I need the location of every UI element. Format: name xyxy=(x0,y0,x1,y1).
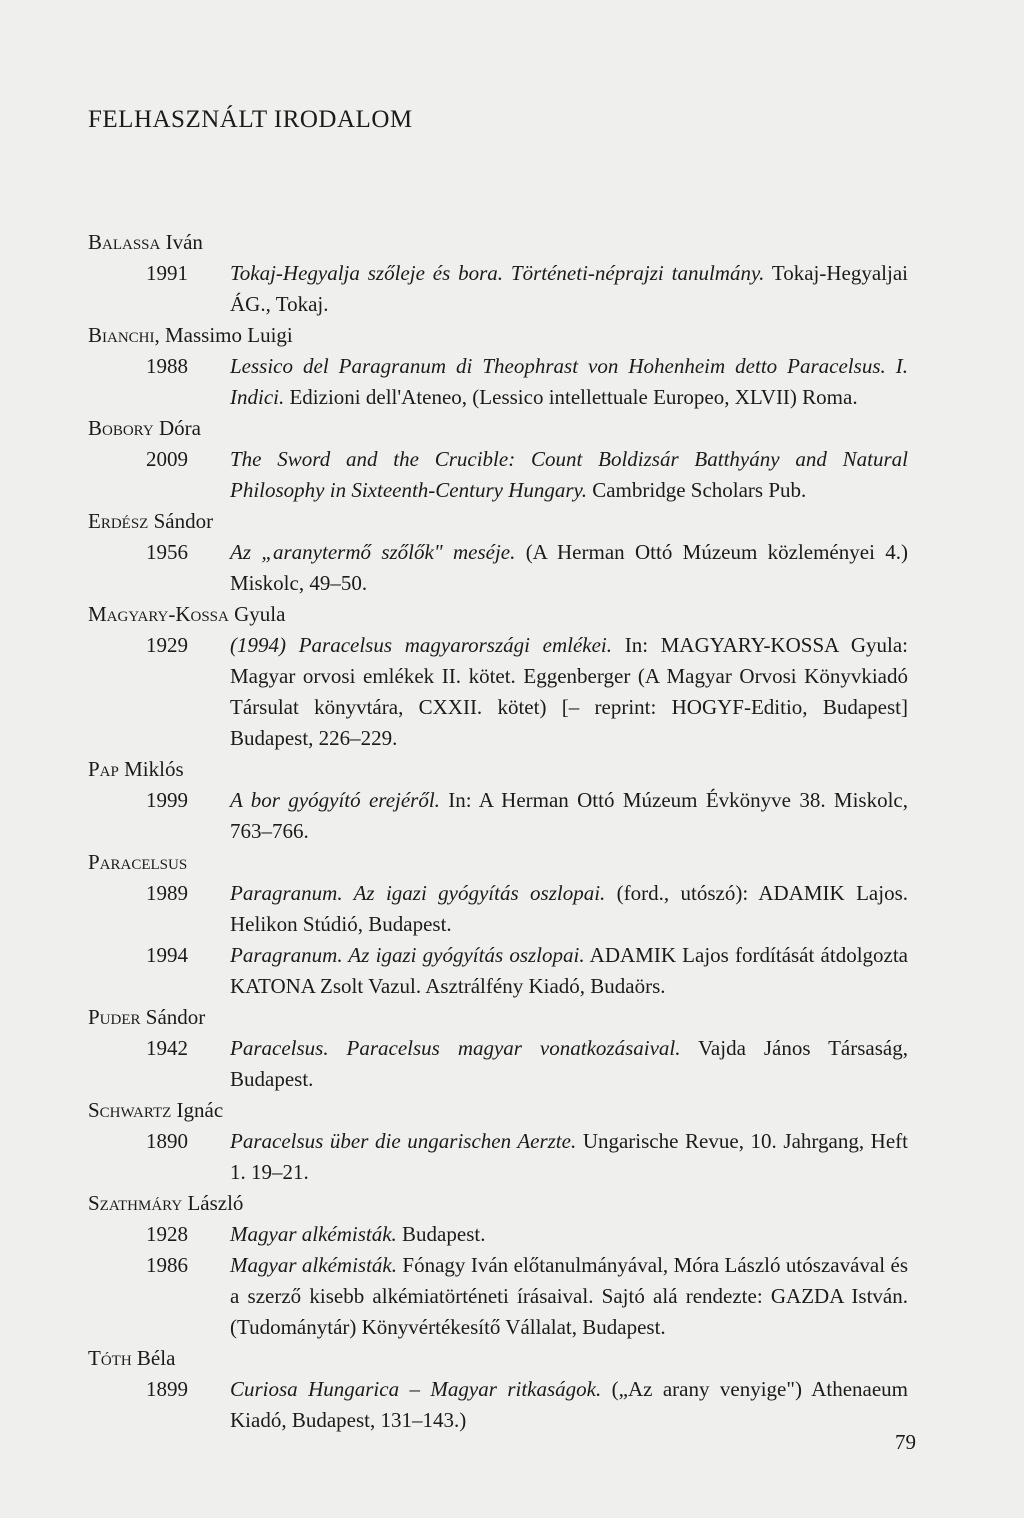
entry-title: Curiosa Hungarica – Magyar ritkaságok. xyxy=(230,1377,602,1401)
entry-year: 1999 xyxy=(146,788,188,812)
author-given-name: Sándor xyxy=(145,1005,206,1029)
entry-text xyxy=(230,785,908,847)
entry-title: Magyar alkémisták. xyxy=(230,1253,397,1277)
reference-entry xyxy=(88,940,908,1002)
author-surname: Magyary-Kossa xyxy=(88,602,229,626)
reference-author xyxy=(88,599,908,630)
entry-text xyxy=(230,1126,908,1188)
author-given-name: László xyxy=(187,1191,244,1215)
reference-author xyxy=(88,413,908,444)
entry-details: (A Herman Ottó Múzeum közleményei 4.) Miskolc, 49–50. xyxy=(230,540,908,595)
entry-text xyxy=(230,630,908,754)
entry-title: Lessico del Paragranum di Theophrast von Hohenheim detto Paracelsus. I. Indici. xyxy=(230,354,908,409)
entry-details: Cambridge Scholars Pub. xyxy=(586,478,807,502)
reference-entry xyxy=(88,444,908,506)
entry-title: Tokaj-Hegyalja szőleje és bora. Történeti-néprajzi tanulmány. xyxy=(230,261,765,285)
entry-title: Paracelsus. Paracelsus magyar vonatkozásaival. xyxy=(230,1036,681,1060)
entry-title: Magyar alkémisták. xyxy=(230,1222,397,1246)
entry-text xyxy=(230,258,908,320)
author-surname: Erdész xyxy=(88,509,149,533)
reference-entry xyxy=(88,1126,908,1188)
entry-text xyxy=(230,1250,908,1343)
author-surname: Bianchi, xyxy=(88,323,160,347)
author-surname: Pap xyxy=(88,757,119,781)
entry-text xyxy=(230,351,908,413)
entry-details: In: A Herman Ottó Múzeum Évkönyve 38. Miskolc, 763–766. xyxy=(230,788,908,843)
author-surname: Puder xyxy=(88,1005,141,1029)
reference-author xyxy=(88,227,908,258)
author-given-name: Dóra xyxy=(158,416,201,440)
author-given-name: Ignác xyxy=(176,1098,224,1122)
entry-title: Paragranum. Az igazi gyógyítás oszlopai. xyxy=(230,943,585,967)
entry-year: 1942 xyxy=(146,1036,188,1060)
reference-entry xyxy=(88,537,908,599)
entry-title: The Sword and the Crucible: Count Boldizsár Batthyány and Natural Philosophy in Sixteenth-Century Hungary. xyxy=(230,447,908,502)
reference-author xyxy=(88,320,908,351)
reference-list xyxy=(88,227,908,1436)
entry-year: 1989 xyxy=(146,881,188,905)
entry-details: Vajda János Társaság, Budapest. xyxy=(230,1036,908,1091)
author-given-name: Massimo Luigi xyxy=(165,323,293,347)
author-surname: Schwartz xyxy=(88,1098,172,1122)
entry-title: A bor gyógyító erejéről. xyxy=(230,788,440,812)
entry-title: Paracelsus über die ungarischen Aerzte. xyxy=(230,1129,577,1153)
reference-entry xyxy=(88,630,908,754)
entry-details: (ford., utószó): ADAMIK Lajos. Helikon Stúdió, Budapest. xyxy=(230,881,908,936)
author-given-name: Miklós xyxy=(124,757,184,781)
author-surname: Paracelsus xyxy=(88,850,188,874)
reference-entry xyxy=(88,351,908,413)
entry-year: 1994 xyxy=(146,943,188,967)
author-surname: Tóth xyxy=(88,1346,132,1370)
entry-text xyxy=(230,537,908,599)
reference-author xyxy=(88,1095,908,1126)
entry-details: Fónagy Iván előtanulmányával, Móra László utószavával és a szerző kisebb alkémiatörténeti írásaival. Sajtó alá rendezte: GAZDA István. (Tudománytár) Könyvértékesítő Vállalat, Budapest. xyxy=(230,1253,908,1339)
page-heading: FELHASZNÁLT IRODALOM xyxy=(88,106,413,133)
entry-text xyxy=(230,940,908,1002)
entry-year: 1928 xyxy=(146,1222,188,1246)
reference-entry xyxy=(88,785,908,847)
reference-author xyxy=(88,506,908,537)
reference-author xyxy=(88,847,908,878)
entry-details: Ungarische Revue, 10. Jahrgang, Heft 1. 19–21. xyxy=(230,1129,908,1184)
entry-title: Paragranum. Az igazi gyógyítás oszlopai. xyxy=(230,881,606,905)
entry-text xyxy=(230,1033,908,1095)
reference-entry xyxy=(88,1033,908,1095)
reference-author xyxy=(88,1343,908,1374)
entry-details: („Az arany venyige") Athenaeum Kiadó, Budapest, 131–143.) xyxy=(230,1377,908,1432)
entry-year: 1899 xyxy=(146,1377,188,1401)
entry-year: 1988 xyxy=(146,354,188,378)
entry-details: Tokaj-Hegyaljai ÁG., Tokaj. xyxy=(230,261,908,316)
reference-entry xyxy=(88,1374,908,1436)
entry-year: 1956 xyxy=(146,540,188,564)
author-given-name: Iván xyxy=(165,230,203,254)
entry-text xyxy=(230,878,908,940)
entry-title: (1994) Paracelsus magyarországi emlékei. xyxy=(230,633,613,657)
author-given-name: Sándor xyxy=(153,509,214,533)
entry-year: 2009 xyxy=(146,447,188,471)
reference-author xyxy=(88,1188,908,1219)
author-given-name: Gyula xyxy=(234,602,286,626)
reference-entry xyxy=(88,1250,908,1343)
reference-author xyxy=(88,754,908,785)
entry-details: ADAMIK Lajos fordítását átdolgozta KATONA Zsolt Vazul. Asztrálfény Kiadó, Budaörs. xyxy=(230,943,909,998)
entry-text xyxy=(230,1219,908,1250)
entry-year: 1986 xyxy=(146,1253,188,1277)
entry-title: Az „aranytermő szőlők" meséje. xyxy=(230,540,516,564)
entry-year: 1929 xyxy=(146,633,188,657)
reference-author xyxy=(88,1002,908,1033)
author-surname: Szathmáry xyxy=(88,1191,183,1215)
reference-entry xyxy=(88,1219,908,1250)
entry-year: 1890 xyxy=(146,1129,188,1153)
page-number: 79 xyxy=(895,1430,916,1454)
reference-entry xyxy=(88,258,908,320)
reference-entry xyxy=(88,878,908,940)
author-surname: Bobory xyxy=(88,416,154,440)
author-surname: Balassa xyxy=(88,230,161,254)
entry-details: In: MAGYARY-KOSSA Gyula: Magyar orvosi emlékek II. kötet. Eggenberger (A Magyar Orvosi Könyvkiadó Társulat könyvtára, CXXII. kötet) [– reprint: HOGYF-Editio, Budapest] Budapest, 226–229. xyxy=(230,633,908,750)
entry-details: Budapest. xyxy=(396,1222,486,1246)
author-given-name: Béla xyxy=(136,1346,176,1370)
entry-text xyxy=(230,1374,908,1436)
entry-text xyxy=(230,444,908,506)
entry-details: Edizioni dell'Ateneo, (Lessico intellettuale Europeo, XLVII) Roma. xyxy=(284,385,858,409)
entry-year: 1991 xyxy=(146,261,188,285)
